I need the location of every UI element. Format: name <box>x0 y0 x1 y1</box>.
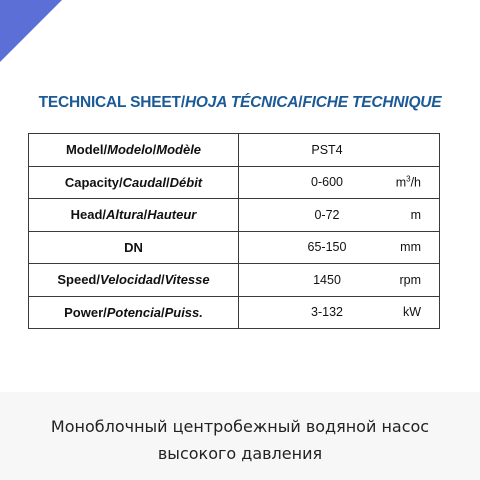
head-unit: m <box>410 207 421 222</box>
dn-label: DN <box>29 231 239 264</box>
capacity-value: 0-600 <box>311 175 343 190</box>
row-power <box>29 296 440 329</box>
sheet-title: TECHNICAL SHEET/HOJA TÉCNICA/FICHE TECHNIQUE <box>38 94 442 111</box>
row-speed <box>29 264 440 297</box>
title-fr: FICHE TECHNIQUE <box>302 94 442 111</box>
row-model <box>29 134 440 167</box>
corner-decoration <box>0 0 62 62</box>
speed-value-cell <box>239 264 440 297</box>
row-head <box>29 199 440 232</box>
speed-unit: rpm <box>399 272 421 287</box>
speed-value: 1450 <box>313 272 341 287</box>
head-value-cell <box>239 199 440 232</box>
dn-value-cell <box>239 231 440 264</box>
speed-label: Speed/Velocidad/Vitesse <box>29 264 239 297</box>
spec-table <box>28 133 440 329</box>
power-unit: kW <box>402 305 421 320</box>
model-value-cell <box>239 134 440 167</box>
dn-unit: mm <box>400 240 421 255</box>
row-capacity <box>29 166 440 199</box>
power-label: Power/Potencia/Puiss. <box>29 296 239 329</box>
model-value: PST4 <box>311 142 343 157</box>
capacity-unit: $m^3/h$ <box>395 174 421 190</box>
title-es: HOJA TÉCNICA <box>184 94 299 111</box>
capacity-value-cell <box>239 166 440 199</box>
row-dn <box>29 231 440 264</box>
head-label: Head/Altura/Hauteur <box>29 199 239 232</box>
power-value: 3-132 <box>311 305 343 320</box>
head-value: 0-72 <box>314 207 340 222</box>
power-value-cell <box>239 296 440 329</box>
caption-line-2: высокого давления <box>157 444 323 463</box>
model-label: Model/Modelo/Modèle <box>29 134 239 167</box>
title-en: TECHNICAL SHEET <box>38 94 181 111</box>
product-caption <box>0 392 480 480</box>
dn-value: 65-150 <box>307 240 347 255</box>
capacity-label: Capacity/Caudal/Débit <box>29 166 239 199</box>
caption-line-1: Моноблочный центробежный водяной насос <box>50 417 430 436</box>
